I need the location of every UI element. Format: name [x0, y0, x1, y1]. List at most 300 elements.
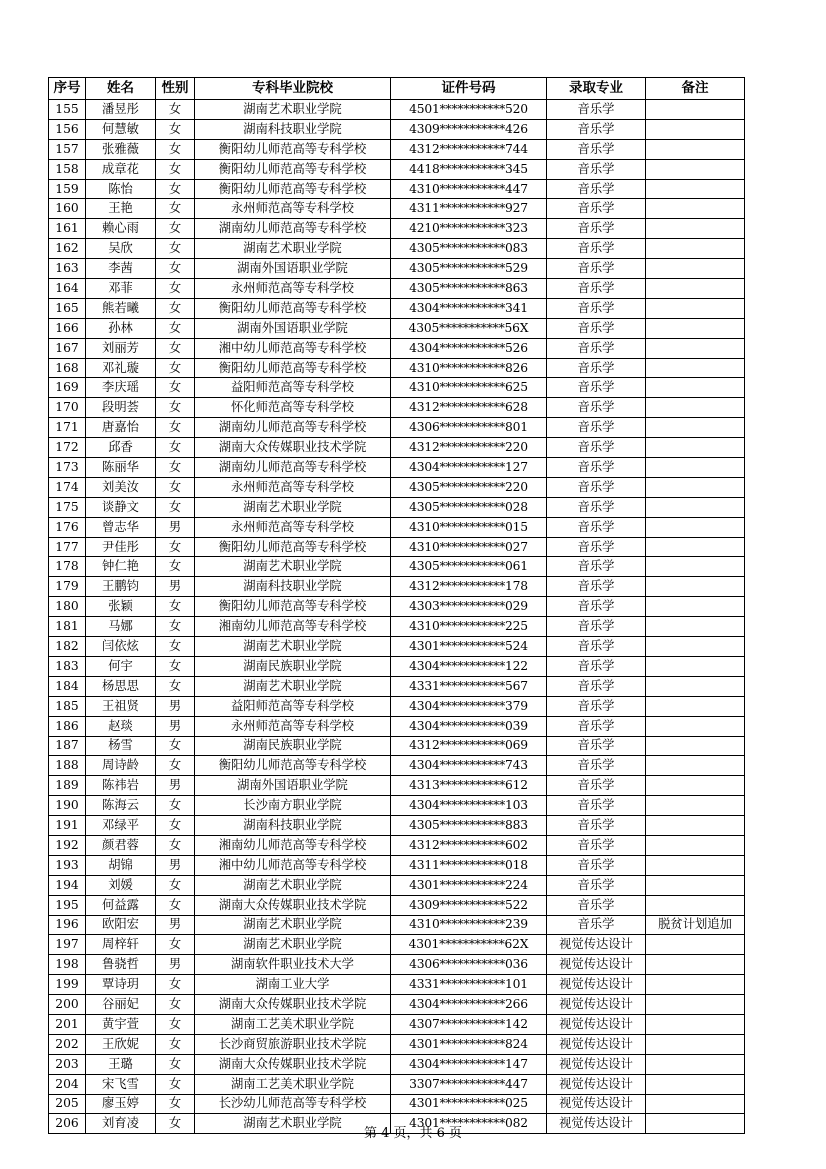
cell-remarks [646, 816, 745, 836]
cell-gender: 男 [156, 915, 195, 935]
cell-major: 音乐学 [547, 736, 646, 756]
table-row [49, 497, 745, 517]
cell-id-number: 4304***********266 [391, 995, 547, 1015]
cell-school: 湖南艺术职业学院 [195, 557, 391, 577]
cell-gender: 女 [156, 975, 195, 995]
cell-remarks [646, 637, 745, 657]
cell-remarks [646, 298, 745, 318]
cell-id-number: 4312***********220 [391, 438, 547, 458]
cell-major: 音乐学 [547, 239, 646, 259]
cell-school: 衡阳幼儿师范高等专科学校 [195, 358, 391, 378]
cell-id-number: 4310***********027 [391, 537, 547, 557]
cell-index: 202 [49, 1034, 86, 1054]
cell-gender: 女 [156, 259, 195, 279]
cell-major: 视觉传达设计 [547, 995, 646, 1015]
cell-school: 衡阳幼儿师范高等专科学校 [195, 298, 391, 318]
table-row [49, 1014, 745, 1034]
cell-major: 音乐学 [547, 119, 646, 139]
cell-school: 湘中幼儿师范高等专科学校 [195, 338, 391, 358]
cell-major: 音乐学 [547, 497, 646, 517]
cell-id-number: 4301***********62X [391, 935, 547, 955]
cell-gender: 女 [156, 1054, 195, 1074]
table-row [49, 458, 745, 478]
cell-school: 益阳师范高等专科学校 [195, 696, 391, 716]
cell-index: 204 [49, 1074, 86, 1094]
cell-name: 潘昱彤 [86, 100, 156, 120]
cell-name: 赖心雨 [86, 219, 156, 239]
table-row [49, 995, 745, 1015]
cell-major: 音乐学 [547, 637, 646, 657]
table-row [49, 557, 745, 577]
cell-index: 201 [49, 1014, 86, 1034]
cell-name: 唐嘉怡 [86, 418, 156, 438]
cell-remarks [646, 676, 745, 696]
cell-id-number: 4301***********824 [391, 1034, 547, 1054]
cell-major: 音乐学 [547, 318, 646, 338]
cell-index: 172 [49, 438, 86, 458]
cell-gender: 女 [156, 438, 195, 458]
cell-name: 周梓轩 [86, 935, 156, 955]
cell-id-number: 3307***********447 [391, 1074, 547, 1094]
cell-index: 184 [49, 676, 86, 696]
cell-school: 长沙商贸旅游职业技术学院 [195, 1034, 391, 1054]
cell-index: 176 [49, 517, 86, 537]
cell-index: 197 [49, 935, 86, 955]
cell-gender: 女 [156, 179, 195, 199]
cell-id-number: 4313***********612 [391, 776, 547, 796]
cell-major: 音乐学 [547, 895, 646, 915]
cell-name: 谷丽妃 [86, 995, 156, 1015]
cell-remarks [646, 756, 745, 776]
cell-remarks [646, 557, 745, 577]
table-row [49, 597, 745, 617]
cell-school: 湖南艺术职业学院 [195, 100, 391, 120]
cell-index: 170 [49, 398, 86, 418]
cell-index: 175 [49, 497, 86, 517]
cell-id-number: 4305***********529 [391, 259, 547, 279]
cell-name: 何宇 [86, 656, 156, 676]
cell-major: 音乐学 [547, 855, 646, 875]
cell-id-number: 4310***********225 [391, 617, 547, 637]
header-id-number: 证件号码 [391, 78, 547, 100]
cell-index: 182 [49, 637, 86, 657]
cell-major: 音乐学 [547, 756, 646, 776]
cell-name: 陈丽华 [86, 458, 156, 478]
cell-major: 音乐学 [547, 219, 646, 239]
cell-school: 湖南工艺美术职业学院 [195, 1074, 391, 1094]
table-row [49, 696, 745, 716]
cell-id-number: 4303***********029 [391, 597, 547, 617]
cell-name: 刘育凌 [86, 1114, 156, 1134]
table-row [49, 159, 745, 179]
cell-gender: 女 [156, 159, 195, 179]
cell-school: 永州师范高等专科学校 [195, 199, 391, 219]
table-row [49, 716, 745, 736]
cell-major: 音乐学 [547, 676, 646, 696]
cell-index: 183 [49, 656, 86, 676]
cell-name: 颜君蓉 [86, 835, 156, 855]
cell-name: 闫依炫 [86, 637, 156, 657]
table-row [49, 676, 745, 696]
table-row [49, 617, 745, 637]
cell-major: 视觉传达设计 [547, 955, 646, 975]
page-number: 第 4 页，共 6 页 [363, 1126, 463, 1141]
cell-major: 视觉传达设计 [547, 1014, 646, 1034]
cell-major: 音乐学 [547, 418, 646, 438]
cell-remarks [646, 139, 745, 159]
cell-school: 湖南工艺美术职业学院 [195, 1014, 391, 1034]
cell-id-number: 4305***********220 [391, 477, 547, 497]
cell-gender: 女 [156, 736, 195, 756]
cell-id-number: 4312***********069 [391, 736, 547, 756]
cell-major: 音乐学 [547, 279, 646, 299]
cell-school: 湖南艺术职业学院 [195, 637, 391, 657]
cell-remarks [646, 995, 745, 1015]
cell-index: 177 [49, 537, 86, 557]
cell-index: 178 [49, 557, 86, 577]
cell-id-number: 4331***********567 [391, 676, 547, 696]
cell-remarks [646, 776, 745, 796]
cell-school: 衡阳幼儿师范高等专科学校 [195, 597, 391, 617]
cell-gender: 女 [156, 139, 195, 159]
table-row [49, 477, 745, 497]
cell-id-number: 4331***********101 [391, 975, 547, 995]
cell-remarks [646, 318, 745, 338]
cell-school: 益阳师范高等专科学校 [195, 378, 391, 398]
cell-school: 衡阳幼儿师范高等专科学校 [195, 537, 391, 557]
cell-school: 衡阳幼儿师范高等专科学校 [195, 179, 391, 199]
cell-remarks [646, 537, 745, 557]
cell-gender: 男 [156, 696, 195, 716]
cell-name: 刘丽芳 [86, 338, 156, 358]
cell-major: 音乐学 [547, 378, 646, 398]
cell-gender: 女 [156, 1094, 195, 1114]
table-row [49, 537, 745, 557]
cell-school: 湖南科技职业学院 [195, 119, 391, 139]
cell-major: 音乐学 [547, 875, 646, 895]
cell-id-number: 4310***********239 [391, 915, 547, 935]
cell-gender: 女 [156, 995, 195, 1015]
cell-remarks [646, 279, 745, 299]
cell-school: 湖南艺术职业学院 [195, 676, 391, 696]
cell-major: 音乐学 [547, 358, 646, 378]
table-row [49, 736, 745, 756]
cell-name: 邓礼璇 [86, 358, 156, 378]
cell-major: 视觉传达设计 [547, 1074, 646, 1094]
cell-gender: 女 [156, 557, 195, 577]
cell-gender: 女 [156, 816, 195, 836]
cell-index: 193 [49, 855, 86, 875]
cell-name: 陈祎岩 [86, 776, 156, 796]
cell-index: 169 [49, 378, 86, 398]
cell-gender: 女 [156, 119, 195, 139]
cell-remarks [646, 119, 745, 139]
cell-index: 206 [49, 1114, 86, 1134]
cell-gender: 女 [156, 378, 195, 398]
cell-gender: 女 [156, 418, 195, 438]
cell-id-number: 4306***********036 [391, 955, 547, 975]
cell-remarks [646, 736, 745, 756]
cell-index: 203 [49, 1054, 86, 1074]
cell-remarks [646, 458, 745, 478]
table-row [49, 239, 745, 259]
table-row [49, 438, 745, 458]
cell-index: 163 [49, 259, 86, 279]
cell-major: 视觉传达设计 [547, 935, 646, 955]
cell-major: 视觉传达设计 [547, 1054, 646, 1074]
cell-gender: 女 [156, 1034, 195, 1054]
cell-gender: 女 [156, 497, 195, 517]
cell-index: 156 [49, 119, 86, 139]
cell-name: 吴欣 [86, 239, 156, 259]
cell-gender: 女 [156, 100, 195, 120]
cell-gender: 女 [156, 358, 195, 378]
cell-school: 衡阳幼儿师范高等专科学校 [195, 159, 391, 179]
table-row [49, 139, 745, 159]
table-row [49, 338, 745, 358]
cell-remarks [646, 796, 745, 816]
table-row [49, 1034, 745, 1054]
cell-school: 湖南艺术职业学院 [195, 1114, 391, 1134]
cell-name: 廖玉婷 [86, 1094, 156, 1114]
cell-school: 湖南工业大学 [195, 975, 391, 995]
cell-index: 161 [49, 219, 86, 239]
table-row [49, 418, 745, 438]
cell-major: 视觉传达设计 [547, 975, 646, 995]
cell-remarks [646, 696, 745, 716]
cell-school: 湖南艺术职业学院 [195, 497, 391, 517]
cell-index: 185 [49, 696, 86, 716]
table-row [49, 955, 745, 975]
cell-gender: 女 [156, 1114, 195, 1134]
cell-gender: 女 [156, 219, 195, 239]
cell-id-number: 4304***********379 [391, 696, 547, 716]
cell-name: 张雅薇 [86, 139, 156, 159]
cell-id-number: 4305***********061 [391, 557, 547, 577]
cell-name: 段明荟 [86, 398, 156, 418]
cell-name: 何益露 [86, 895, 156, 915]
cell-remarks [646, 338, 745, 358]
cell-major: 视觉传达设计 [547, 1094, 646, 1114]
cell-school: 湖南幼儿师范高等专科学校 [195, 418, 391, 438]
cell-name: 马娜 [86, 617, 156, 637]
cell-remarks [646, 975, 745, 995]
table-row [49, 318, 745, 338]
cell-id-number: 4309***********522 [391, 895, 547, 915]
cell-major: 音乐学 [547, 259, 646, 279]
cell-school: 湘南幼儿师范高等专科学校 [195, 617, 391, 637]
cell-remarks [646, 716, 745, 736]
cell-gender: 女 [156, 656, 195, 676]
cell-school: 衡阳幼儿师范高等专科学校 [195, 756, 391, 776]
cell-id-number: 4304***********039 [391, 716, 547, 736]
cell-index: 191 [49, 816, 86, 836]
cell-major: 音乐学 [547, 159, 646, 179]
cell-id-number: 4312***********744 [391, 139, 547, 159]
cell-name: 邱香 [86, 438, 156, 458]
cell-id-number: 4307***********142 [391, 1014, 547, 1034]
table-row [49, 259, 745, 279]
cell-name: 陈海云 [86, 796, 156, 816]
cell-id-number: 4305***********883 [391, 816, 547, 836]
header-remarks: 备注 [646, 78, 745, 100]
cell-school: 湖南民族职业学院 [195, 656, 391, 676]
table-row [49, 796, 745, 816]
header-school: 专科毕业院校 [195, 78, 391, 100]
cell-gender: 女 [156, 1014, 195, 1034]
cell-index: 196 [49, 915, 86, 935]
cell-id-number: 4304***********122 [391, 656, 547, 676]
cell-major: 音乐学 [547, 199, 646, 219]
cell-index: 186 [49, 716, 86, 736]
cell-gender: 女 [156, 338, 195, 358]
table-row [49, 935, 745, 955]
cell-school: 永州师范高等专科学校 [195, 716, 391, 736]
cell-id-number: 4304***********743 [391, 756, 547, 776]
cell-gender: 女 [156, 199, 195, 219]
cell-index: 155 [49, 100, 86, 120]
cell-major: 音乐学 [547, 835, 646, 855]
cell-remarks: 脱贫计划追加 [646, 915, 745, 935]
cell-school: 湖南大众传媒职业技术学院 [195, 995, 391, 1015]
cell-name: 谈静文 [86, 497, 156, 517]
table-row [49, 776, 745, 796]
cell-gender: 男 [156, 577, 195, 597]
cell-remarks [646, 517, 745, 537]
cell-school: 湘南幼儿师范高等专科学校 [195, 835, 391, 855]
cell-name: 覃诗玥 [86, 975, 156, 995]
cell-index: 194 [49, 875, 86, 895]
cell-major: 音乐学 [547, 100, 646, 120]
cell-remarks [646, 497, 745, 517]
cell-index: 164 [49, 279, 86, 299]
table-row [49, 975, 745, 995]
cell-major: 音乐学 [547, 179, 646, 199]
cell-name: 孙林 [86, 318, 156, 338]
cell-id-number: 4301***********025 [391, 1094, 547, 1114]
cell-remarks [646, 159, 745, 179]
table-row [49, 1074, 745, 1094]
cell-name: 王欣妮 [86, 1034, 156, 1054]
cell-id-number: 4309***********426 [391, 119, 547, 139]
table-row [49, 875, 745, 895]
cell-gender: 女 [156, 239, 195, 259]
header-name: 姓名 [86, 78, 156, 100]
cell-index: 180 [49, 597, 86, 617]
cell-remarks [646, 895, 745, 915]
cell-remarks [646, 1074, 745, 1094]
cell-index: 179 [49, 577, 86, 597]
cell-name: 杨雪 [86, 736, 156, 756]
cell-remarks [646, 656, 745, 676]
cell-school: 湖南幼儿师范高等专科学校 [195, 219, 391, 239]
cell-school: 湖南幼儿师范高等专科学校 [195, 458, 391, 478]
cell-name: 欧阳宏 [86, 915, 156, 935]
cell-remarks [646, 577, 745, 597]
cell-school: 湖南外国语职业学院 [195, 776, 391, 796]
cell-id-number: 4304***********526 [391, 338, 547, 358]
cell-index: 158 [49, 159, 86, 179]
cell-remarks [646, 1094, 745, 1114]
cell-id-number: 4312***********628 [391, 398, 547, 418]
cell-id-number: 4305***********863 [391, 279, 547, 299]
cell-remarks [646, 199, 745, 219]
cell-name: 杨思思 [86, 676, 156, 696]
cell-school: 湖南艺术职业学院 [195, 915, 391, 935]
cell-index: 166 [49, 318, 86, 338]
cell-remarks [646, 617, 745, 637]
cell-major: 音乐学 [547, 915, 646, 935]
cell-gender: 女 [156, 398, 195, 418]
cell-major: 音乐学 [547, 338, 646, 358]
cell-major: 视觉传达设计 [547, 1114, 646, 1134]
table-row [49, 358, 745, 378]
cell-id-number: 4310***********447 [391, 179, 547, 199]
table-body [49, 100, 745, 1134]
cell-remarks [646, 358, 745, 378]
cell-index: 181 [49, 617, 86, 637]
cell-school: 湖南外国语职业学院 [195, 318, 391, 338]
cell-id-number: 4310***********625 [391, 378, 547, 398]
cell-index: 168 [49, 358, 86, 378]
table-row [49, 199, 745, 219]
cell-index: 189 [49, 776, 86, 796]
cell-index: 171 [49, 418, 86, 438]
cell-gender: 女 [156, 756, 195, 776]
cell-id-number: 4304***********103 [391, 796, 547, 816]
table-row [49, 637, 745, 657]
cell-name: 成章花 [86, 159, 156, 179]
cell-major: 音乐学 [547, 617, 646, 637]
cell-remarks [646, 219, 745, 239]
table-row [49, 577, 745, 597]
cell-major: 音乐学 [547, 139, 646, 159]
cell-index: 159 [49, 179, 86, 199]
cell-index: 200 [49, 995, 86, 1015]
cell-major: 音乐学 [547, 577, 646, 597]
cell-index: 165 [49, 298, 86, 318]
cell-name: 赵琰 [86, 716, 156, 736]
header-major: 录取专业 [547, 78, 646, 100]
cell-index: 190 [49, 796, 86, 816]
cell-remarks [646, 378, 745, 398]
cell-school: 湘中幼儿师范高等专科学校 [195, 855, 391, 875]
cell-gender: 女 [156, 477, 195, 497]
cell-index: 187 [49, 736, 86, 756]
cell-id-number: 4301***********524 [391, 637, 547, 657]
header-index: 序号 [49, 78, 86, 100]
cell-name: 周诗龄 [86, 756, 156, 776]
cell-school: 湖南大众传媒职业技术学院 [195, 1054, 391, 1074]
cell-remarks [646, 1014, 745, 1034]
cell-remarks [646, 875, 745, 895]
cell-name: 钟仁艳 [86, 557, 156, 577]
table-row [49, 656, 745, 676]
cell-id-number: 4304***********127 [391, 458, 547, 478]
cell-index: 198 [49, 955, 86, 975]
cell-index: 157 [49, 139, 86, 159]
cell-major: 音乐学 [547, 517, 646, 537]
cell-remarks [646, 179, 745, 199]
table-row [49, 378, 745, 398]
cell-gender: 女 [156, 617, 195, 637]
cell-major: 音乐学 [547, 298, 646, 318]
cell-id-number: 4301***********224 [391, 875, 547, 895]
cell-name: 王艳 [86, 199, 156, 219]
cell-index: 188 [49, 756, 86, 776]
cell-school: 长沙南方职业学院 [195, 796, 391, 816]
cell-name: 宋飞雪 [86, 1074, 156, 1094]
